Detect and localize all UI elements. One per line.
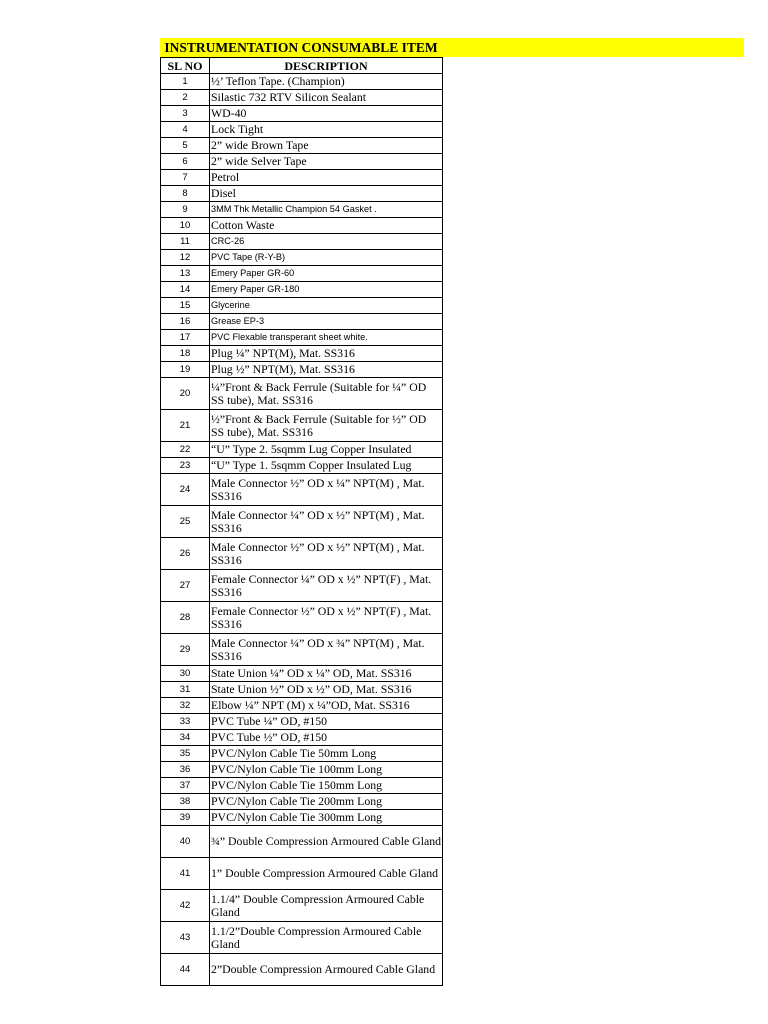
description-cell: “U” Type 1. 5sqmm Copper Insulated Lug bbox=[210, 458, 443, 474]
table-row bbox=[161, 458, 443, 474]
table-row bbox=[161, 90, 443, 106]
sl-no-cell: 28 bbox=[161, 602, 210, 634]
table-row bbox=[161, 890, 443, 922]
table-row bbox=[161, 954, 443, 986]
sl-no-cell: 7 bbox=[161, 170, 210, 186]
description-cell: Female Connector ¼” OD x ½” NPT(F) , Mat. SS316 bbox=[210, 570, 443, 602]
table-row bbox=[161, 346, 443, 362]
table-row bbox=[161, 234, 443, 250]
table-row bbox=[161, 106, 443, 122]
sl-no-cell: 26 bbox=[161, 538, 210, 570]
description-cell: Silastic 732 RTV Silicon Sealant bbox=[210, 90, 443, 106]
description-cell: PVC Tape (R-Y-B) bbox=[210, 250, 443, 266]
description-cell: PVC Tube ½” OD, #150 bbox=[210, 730, 443, 746]
sl-no-cell: 35 bbox=[161, 746, 210, 762]
table-body bbox=[161, 74, 443, 986]
table-row bbox=[161, 154, 443, 170]
sl-no-cell: 20 bbox=[161, 378, 210, 410]
sl-no-cell: 4 bbox=[161, 122, 210, 138]
table-row bbox=[161, 74, 443, 90]
table-header-row bbox=[161, 58, 443, 74]
header-description: DESCRIPTION bbox=[210, 58, 443, 74]
description-cell: Lock Tight bbox=[210, 122, 443, 138]
table-row bbox=[161, 250, 443, 266]
table-row bbox=[161, 330, 443, 346]
sl-no-cell: 29 bbox=[161, 634, 210, 666]
sl-no-cell: 22 bbox=[161, 442, 210, 458]
sl-no-cell: 32 bbox=[161, 698, 210, 714]
description-cell: State Union ¼” OD x ¼” OD, Mat. SS316 bbox=[210, 666, 443, 682]
sl-no-cell: 39 bbox=[161, 810, 210, 826]
sheet-title: INSTRUMENTATION CONSUMABLE ITEM bbox=[164, 40, 438, 55]
description-cell: Elbow ¼” NPT (M) x ¼”OD, Mat. SS316 bbox=[210, 698, 443, 714]
table-row bbox=[161, 314, 443, 330]
sl-no-cell: 6 bbox=[161, 154, 210, 170]
description-cell: PVC Tube ¼” OD, #150 bbox=[210, 714, 443, 730]
table-row bbox=[161, 682, 443, 698]
sl-no-cell: 23 bbox=[161, 458, 210, 474]
description-cell: PVC/Nylon Cable Tie 300mm Long bbox=[210, 810, 443, 826]
table-row bbox=[161, 474, 443, 506]
consumables-table bbox=[160, 57, 443, 986]
table-row bbox=[161, 122, 443, 138]
table-row bbox=[161, 218, 443, 234]
table-row bbox=[161, 698, 443, 714]
description-cell: 3MM Thk Metallic Champion 54 Gasket . bbox=[210, 202, 443, 218]
table-row bbox=[161, 442, 443, 458]
sl-no-cell: 38 bbox=[161, 794, 210, 810]
sl-no-cell: 41 bbox=[161, 858, 210, 890]
table-row bbox=[161, 666, 443, 682]
description-cell: Disel bbox=[210, 186, 443, 202]
description-cell: ½’ Teflon Tape. (Champion) bbox=[210, 74, 443, 90]
table-row bbox=[161, 858, 443, 890]
table-row bbox=[161, 826, 443, 858]
sl-no-cell: 27 bbox=[161, 570, 210, 602]
sl-no-cell: 37 bbox=[161, 778, 210, 794]
sl-no-cell: 1 bbox=[161, 74, 210, 90]
sl-no-cell: 19 bbox=[161, 362, 210, 378]
description-cell: CRC-26 bbox=[210, 234, 443, 250]
description-cell: ¼”Front & Back Ferrule (Suitable for ¼” OD SS tube), Mat. SS316 bbox=[210, 378, 443, 410]
description-cell: Cotton Waste bbox=[210, 218, 443, 234]
table-row bbox=[161, 202, 443, 218]
description-cell: Male Connector ¼” OD x ¾” NPT(M) , Mat. SS316 bbox=[210, 634, 443, 666]
table-row bbox=[161, 730, 443, 746]
description-cell: 2”Double Compression Armoured Cable Gland bbox=[210, 954, 443, 986]
table-row bbox=[161, 506, 443, 538]
table-row bbox=[161, 714, 443, 730]
description-cell: 2” wide Selver Tape bbox=[210, 154, 443, 170]
sl-no-cell: 25 bbox=[161, 506, 210, 538]
description-cell: PVC/Nylon Cable Tie 200mm Long bbox=[210, 794, 443, 810]
description-cell: PVC/Nylon Cable Tie 50mm Long bbox=[210, 746, 443, 762]
sl-no-cell: 44 bbox=[161, 954, 210, 986]
sl-no-cell: 9 bbox=[161, 202, 210, 218]
description-cell: 1.1/4” Double Compression Armoured Cable Gland bbox=[210, 890, 443, 922]
sl-no-cell: 24 bbox=[161, 474, 210, 506]
sl-no-cell: 5 bbox=[161, 138, 210, 154]
header-sl-no: SL NO bbox=[161, 58, 210, 74]
sl-no-cell: 36 bbox=[161, 762, 210, 778]
table-row bbox=[161, 538, 443, 570]
description-cell: PVC/Nylon Cable Tie 150mm Long bbox=[210, 778, 443, 794]
table-row bbox=[161, 602, 443, 634]
sl-no-cell: 14 bbox=[161, 282, 210, 298]
description-cell: Male Connector ½” OD x ¼” NPT(M) , Mat. SS316 bbox=[210, 474, 443, 506]
sl-no-cell: 16 bbox=[161, 314, 210, 330]
sl-no-cell: 30 bbox=[161, 666, 210, 682]
description-cell: PVC Flexable transperant sheet white. bbox=[210, 330, 443, 346]
table-row bbox=[161, 922, 443, 954]
table-row bbox=[161, 170, 443, 186]
sl-no-cell: 15 bbox=[161, 298, 210, 314]
sl-no-cell: 11 bbox=[161, 234, 210, 250]
sl-no-cell: 34 bbox=[161, 730, 210, 746]
table-row bbox=[161, 810, 443, 826]
table-row bbox=[161, 282, 443, 298]
sl-no-cell: 2 bbox=[161, 90, 210, 106]
table-row bbox=[161, 762, 443, 778]
sl-no-cell: 3 bbox=[161, 106, 210, 122]
description-cell: ½”Front & Back Ferrule (Suitable for ½” OD SS tube), Mat. SS316 bbox=[210, 410, 443, 442]
sl-no-cell: 43 bbox=[161, 922, 210, 954]
sl-no-cell: 33 bbox=[161, 714, 210, 730]
table-row bbox=[161, 362, 443, 378]
table-row bbox=[161, 266, 443, 282]
description-cell: Petrol bbox=[210, 170, 443, 186]
table-row bbox=[161, 634, 443, 666]
description-cell: Emery Paper GR-180 bbox=[210, 282, 443, 298]
table-row bbox=[161, 410, 443, 442]
description-cell: 2” wide Brown Tape bbox=[210, 138, 443, 154]
sl-no-cell: 13 bbox=[161, 266, 210, 282]
sl-no-cell: 40 bbox=[161, 826, 210, 858]
description-cell: Male Connector ¼” OD x ½” NPT(M) , Mat. SS316 bbox=[210, 506, 443, 538]
description-cell: State Union ½” OD x ½” OD, Mat. SS316 bbox=[210, 682, 443, 698]
sheet-title-bar bbox=[160, 38, 744, 57]
description-cell: ¾” Double Compression Armoured Cable Gland bbox=[210, 826, 443, 858]
sl-no-cell: 21 bbox=[161, 410, 210, 442]
table-row bbox=[161, 570, 443, 602]
description-cell: Plug ½” NPT(M), Mat. SS316 bbox=[210, 362, 443, 378]
sl-no-cell: 10 bbox=[161, 218, 210, 234]
description-cell: 1” Double Compression Armoured Cable Gland bbox=[210, 858, 443, 890]
table-row bbox=[161, 138, 443, 154]
description-cell: 1.1/2”Double Compression Armoured Cable Gland bbox=[210, 922, 443, 954]
description-cell: Grease EP-3 bbox=[210, 314, 443, 330]
sl-no-cell: 31 bbox=[161, 682, 210, 698]
table-row bbox=[161, 298, 443, 314]
sl-no-cell: 42 bbox=[161, 890, 210, 922]
description-cell: Glycerine bbox=[210, 298, 443, 314]
table-row bbox=[161, 186, 443, 202]
description-cell: Male Connector ½” OD x ½” NPT(M) , Mat. SS316 bbox=[210, 538, 443, 570]
description-cell: WD-40 bbox=[210, 106, 443, 122]
table-row bbox=[161, 794, 443, 810]
sl-no-cell: 17 bbox=[161, 330, 210, 346]
table-row bbox=[161, 746, 443, 762]
description-cell: “U” Type 2. 5sqmm Lug Copper Insulated bbox=[210, 442, 443, 458]
table-row bbox=[161, 778, 443, 794]
sl-no-cell: 18 bbox=[161, 346, 210, 362]
description-cell: Female Connector ½” OD x ½” NPT(F) , Mat. SS316 bbox=[210, 602, 443, 634]
description-cell: Plug ¼” NPT(M), Mat. SS316 bbox=[210, 346, 443, 362]
sl-no-cell: 8 bbox=[161, 186, 210, 202]
description-cell: PVC/Nylon Cable Tie 100mm Long bbox=[210, 762, 443, 778]
table-row bbox=[161, 378, 443, 410]
sl-no-cell: 12 bbox=[161, 250, 210, 266]
description-cell: Emery Paper GR-60 bbox=[210, 266, 443, 282]
